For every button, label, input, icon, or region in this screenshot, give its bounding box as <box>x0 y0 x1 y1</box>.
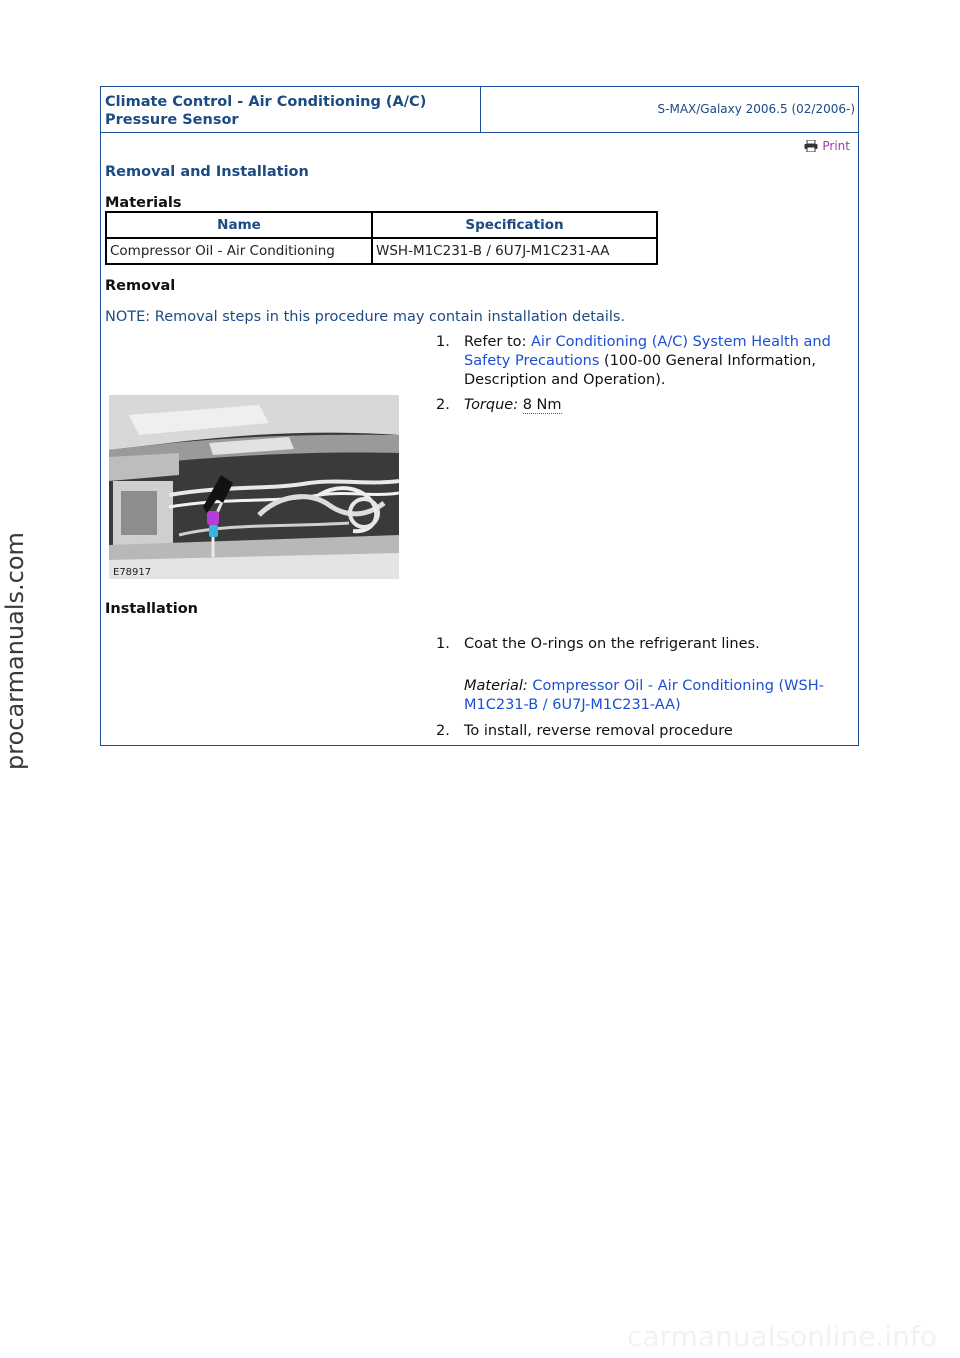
print-button[interactable] <box>804 139 850 153</box>
materials-heading: Materials <box>105 195 182 211</box>
table-row <box>106 238 657 264</box>
material-name-cell: Compressor Oil - Air Conditioning <box>106 238 372 264</box>
section-title: Removal and Installation <box>105 164 309 180</box>
column-header-specification: Specification <box>372 212 657 238</box>
pressure-sensor-figure <box>109 395 399 579</box>
step-number: 1. <box>436 636 450 652</box>
page-title <box>105 93 475 129</box>
reference-suffix: (100-00 General Information, Description and Operation). <box>464 353 816 388</box>
printer-icon <box>804 140 818 152</box>
step-text <box>464 333 836 390</box>
material-spec <box>464 677 836 715</box>
material-label: Material: <box>464 678 528 694</box>
step-text: To install, reverse removal procedure <box>464 723 733 739</box>
torque-value[interactable]: 8 Nm <box>522 397 562 413</box>
material-spec-cell: WSH-M1C231-B / 6U7J-M1C231-AA <box>372 238 657 264</box>
materials-table <box>105 211 658 265</box>
footer-watermark: carmanualsonline.info <box>627 1320 937 1353</box>
removal-step-1 <box>436 333 846 393</box>
vehicle-model: S-MAX/Galaxy 2006.5 (02/2006-) <box>657 102 855 116</box>
step-number: 2. <box>436 723 450 739</box>
document-frame <box>100 86 859 746</box>
installation-step-2 <box>436 722 846 744</box>
step-text <box>464 635 836 715</box>
header-divider <box>480 87 481 132</box>
removal-heading: Removal <box>105 278 176 294</box>
removal-step-2 <box>436 396 846 418</box>
side-watermark: procarmanuals.com <box>1 532 29 770</box>
torque-spec <box>464 396 836 415</box>
column-header-name: Name <box>106 212 372 238</box>
removal-note: NOTE: Removal steps in this procedure may contain installation details. <box>105 309 626 325</box>
title-line-2: Pressure Sensor <box>105 112 239 128</box>
print-label: Print <box>822 139 850 153</box>
page-header <box>101 87 858 133</box>
health-safety-link[interactable]: Air Conditioning (A/C) System Health and Safety Precautions <box>464 334 831 369</box>
table-header-row <box>106 212 657 238</box>
torque-label: Torque: <box>464 397 519 413</box>
step-number: 2. <box>436 397 450 413</box>
installation-heading: Installation <box>105 601 198 617</box>
step-number: 1. <box>436 334 450 350</box>
coat-o-rings-text: Coat the O-rings on the refrigerant lines. <box>464 636 760 652</box>
installation-step-1 <box>436 635 846 715</box>
title-line-1: Climate Control - Air Conditioning (A/C) <box>105 94 427 110</box>
compressor-oil-link[interactable]: Compressor Oil - Air Conditioning (WSH-M1C231-B / 6U7J-M1C231-AA) <box>464 678 824 713</box>
refer-to-label: Refer to: <box>464 334 531 350</box>
figure-id: E78917 <box>113 567 152 578</box>
